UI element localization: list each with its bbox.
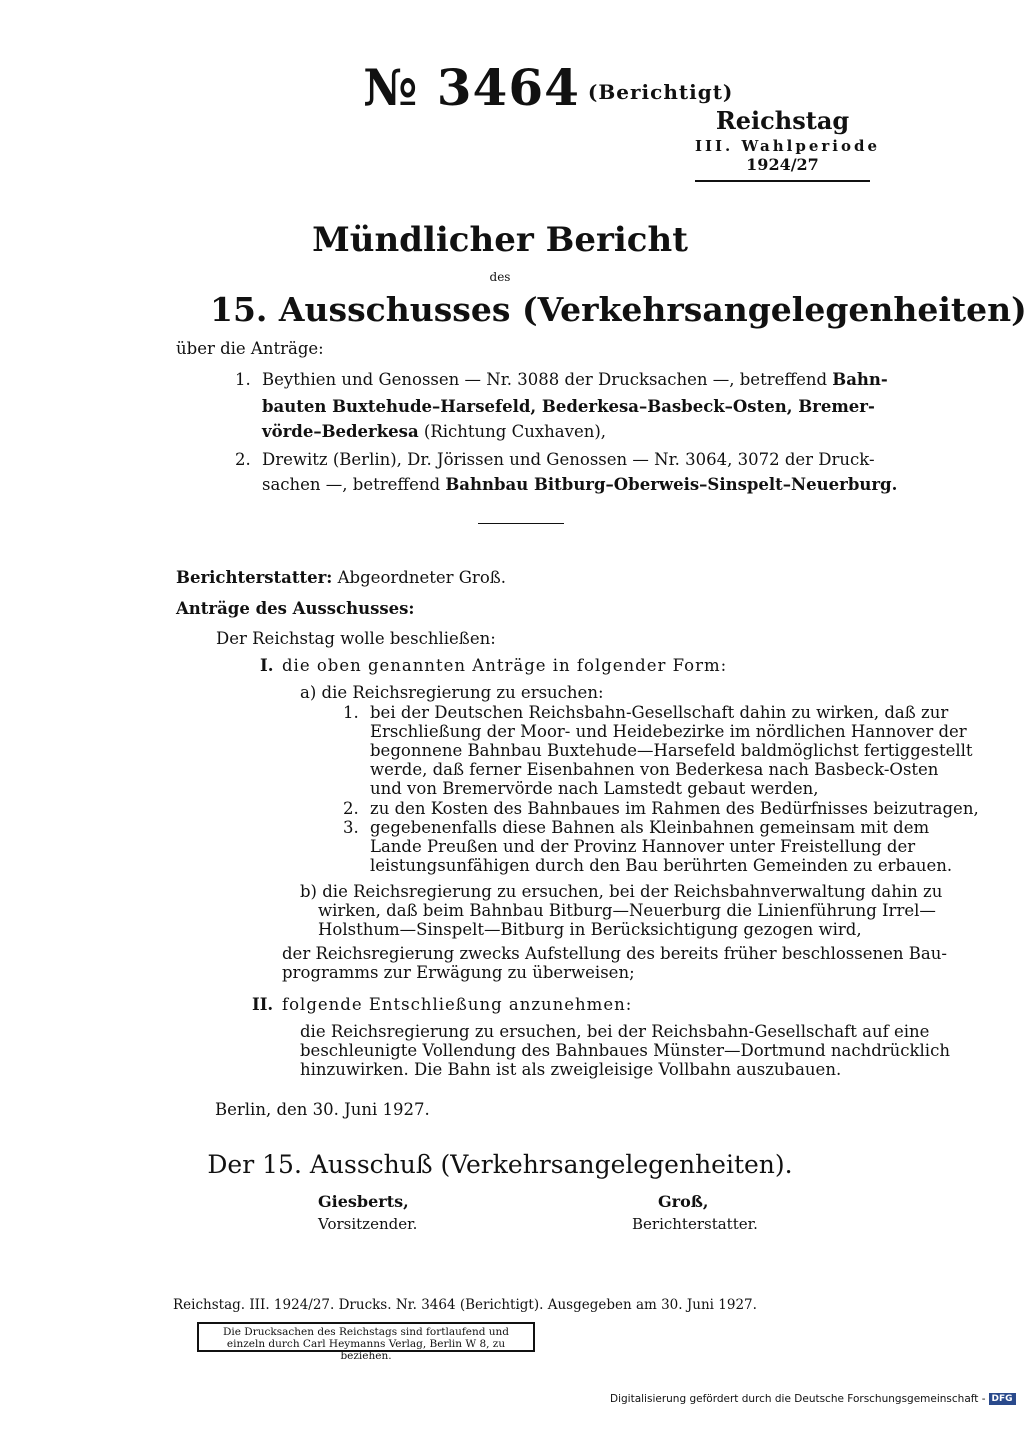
section-ii-body-line: beschleunigte Vollendung des Bahnbaues Münster—Dortmund nachdrücklich bbox=[300, 1041, 950, 1060]
footer-line: Reichstag. III. 1924/27. Drucks. Nr. 3464 (Berichtigt). Ausgegeben am 30. Juni 1927. bbox=[173, 1297, 757, 1313]
reichstag-title: Reichstag bbox=[715, 106, 850, 135]
section-ii-body-line: hinzuwirken. Die Bahn ist als zweigleisige Vollbahn auszubauen. bbox=[300, 1060, 842, 1079]
signature-left-name: Giesberts, bbox=[318, 1192, 409, 1211]
item-b-line: Holsthum—Sinspelt—Bitburg in Berücksichtigung gezogen wird, bbox=[318, 920, 862, 939]
subitem-3-line: leistungsunfähigen durch den Bau berührten Gemeinden zu erbauen. bbox=[370, 856, 953, 875]
reporter-value: Abgeordneter Groß. bbox=[337, 568, 507, 587]
dfg-credit-text: Digitalisierung gefördert durch die Deutsche Forschungsgemeinschaft - bbox=[610, 1393, 986, 1405]
motion-1-number: 1. bbox=[235, 370, 251, 389]
reichstag-block bbox=[695, 106, 881, 182]
reichstag-years: 1924/27 bbox=[746, 155, 819, 174]
section-i-number: I. bbox=[260, 656, 274, 675]
motion-1-line1 bbox=[262, 368, 888, 392]
subitem-1-line: werde, daß ferner Eisenbahnen von Bederkesa nach Basbeck-Osten bbox=[370, 760, 939, 779]
motion-1-line1-bold: Bahn- bbox=[832, 370, 888, 389]
subitem-1-line: bei der Deutschen Reichsbahn-Gesellschaft dahin zu wirken, daß zur bbox=[370, 703, 949, 722]
subitem-1-number: 1. bbox=[343, 703, 359, 722]
signature-left-role: Vorsitzender. bbox=[318, 1215, 418, 1233]
intro-text: über die Anträge: bbox=[176, 339, 324, 358]
footer-box: Die Drucksachen des Reichstags sind fortlaufend und einzeln durch Carl Heymanns Verlag, Berlin W 8, zu beziehen. bbox=[197, 1322, 535, 1352]
motion-2-line1: Drewitz (Berlin), Dr. Jörissen und Genossen — Nr. 3064, 3072 der Druck- bbox=[262, 450, 875, 469]
motion-1-line3 bbox=[262, 420, 606, 444]
subitem-1-line: begonnene Bahnbau Buxtehude—Harsefeld baldmöglichst fertiggestellt bbox=[370, 741, 973, 760]
reporter-label: Berichterstatter: bbox=[176, 568, 333, 587]
motion-1-line1-text: Beythien und Genossen — Nr. 3088 der Drucksachen —, betreffend bbox=[262, 370, 833, 389]
committee-title: 15. Ausschusses (Verkehrsangelegenheiten) bbox=[210, 290, 1027, 329]
section-ii-text: folgende Entschließung anzunehmen: bbox=[282, 995, 633, 1014]
subitem-3-line: gegebenenfalls diese Bahnen als Kleinbahnen gemeinsam mit dem bbox=[370, 818, 930, 837]
subitem-1-line: und von Bremervörde nach Lamstedt gebaut werden, bbox=[370, 779, 819, 798]
section-i-text: die oben genannten Anträge in folgender Form: bbox=[282, 656, 728, 675]
reporter-line bbox=[176, 566, 506, 590]
section-divider bbox=[478, 523, 564, 524]
motion-1-line2: bauten Buxtehude–Harsefeld, Bederkesa–Basbeck–Osten, Bremer- bbox=[262, 397, 875, 416]
subitem-3-line: Lande Preußen und der Provinz Hannover unter Freistellung der bbox=[370, 837, 916, 856]
item-b-line: b) die Reichsregierung zu ersuchen, bei der Reichsbahnverwaltung dahin zu bbox=[300, 882, 943, 901]
item-b-line: wirken, daß beim Bahnbau Bitburg—Neuerburg die Linienführung Irrel— bbox=[318, 901, 936, 920]
closing-line: der Reichsregierung zwecks Aufstellung des bereits früher beschlossenen Bau- bbox=[282, 944, 947, 963]
proposals-heading: Anträge des Ausschusses: bbox=[176, 599, 415, 618]
dfg-credit bbox=[610, 1393, 1016, 1405]
date-line: Berlin, den 30. Juni 1927. bbox=[215, 1100, 430, 1119]
signature-right-name: Groß, bbox=[658, 1192, 709, 1211]
closing-line: programms zur Erwägung zu überweisen; bbox=[282, 963, 635, 982]
signature-right-role: Berichterstatter. bbox=[632, 1215, 758, 1233]
motion-2-number: 2. bbox=[235, 450, 251, 469]
motion-1-line3-bold: vörde–Bederkesa bbox=[262, 422, 419, 441]
subitem-2-number: 2. bbox=[343, 799, 359, 818]
report-title-des: des bbox=[489, 270, 511, 284]
motion-1-line3-text: (Richtung Cuxhaven), bbox=[418, 422, 607, 441]
item-a: a) die Reichsregierung zu ersuchen: bbox=[300, 683, 604, 702]
subitem-3-number: 3. bbox=[343, 818, 359, 837]
signature-committee: Der 15. Ausschuß (Verkehrsangelegenheiten). bbox=[207, 1150, 793, 1179]
proposals-intro: Der Reichstag wolle beschließen: bbox=[216, 629, 496, 648]
section-ii-number: II. bbox=[252, 995, 274, 1014]
motion-2-line2-bold: Bahnbau Bitburg–Oberweis–Sinspelt–Neuerburg. bbox=[445, 475, 898, 494]
section-ii-body-line: die Reichsregierung zu ersuchen, bei der Reichsbahn-Gesellschaft auf eine bbox=[300, 1022, 930, 1041]
subitem-2-line: zu den Kosten des Bahnbaues im Rahmen des Bedürfnisses beizutragen, bbox=[370, 799, 979, 818]
document-number-label: № 3464 bbox=[363, 58, 580, 117]
report-title: Mündlicher Bericht bbox=[312, 220, 688, 260]
document-number-suffix: (Berichtigt) bbox=[587, 80, 734, 104]
motion-2-line2 bbox=[262, 473, 897, 497]
dfg-logo: DFG bbox=[989, 1393, 1016, 1405]
reichstag-period: III. Wahlperiode bbox=[695, 137, 881, 155]
document-number bbox=[363, 58, 733, 117]
motion-2-line2-text: sachen —, betreffend bbox=[262, 475, 446, 494]
subitem-1-line: Erschließung der Moor- und Heidebezirke im nördlichen Hannover der bbox=[370, 722, 967, 741]
